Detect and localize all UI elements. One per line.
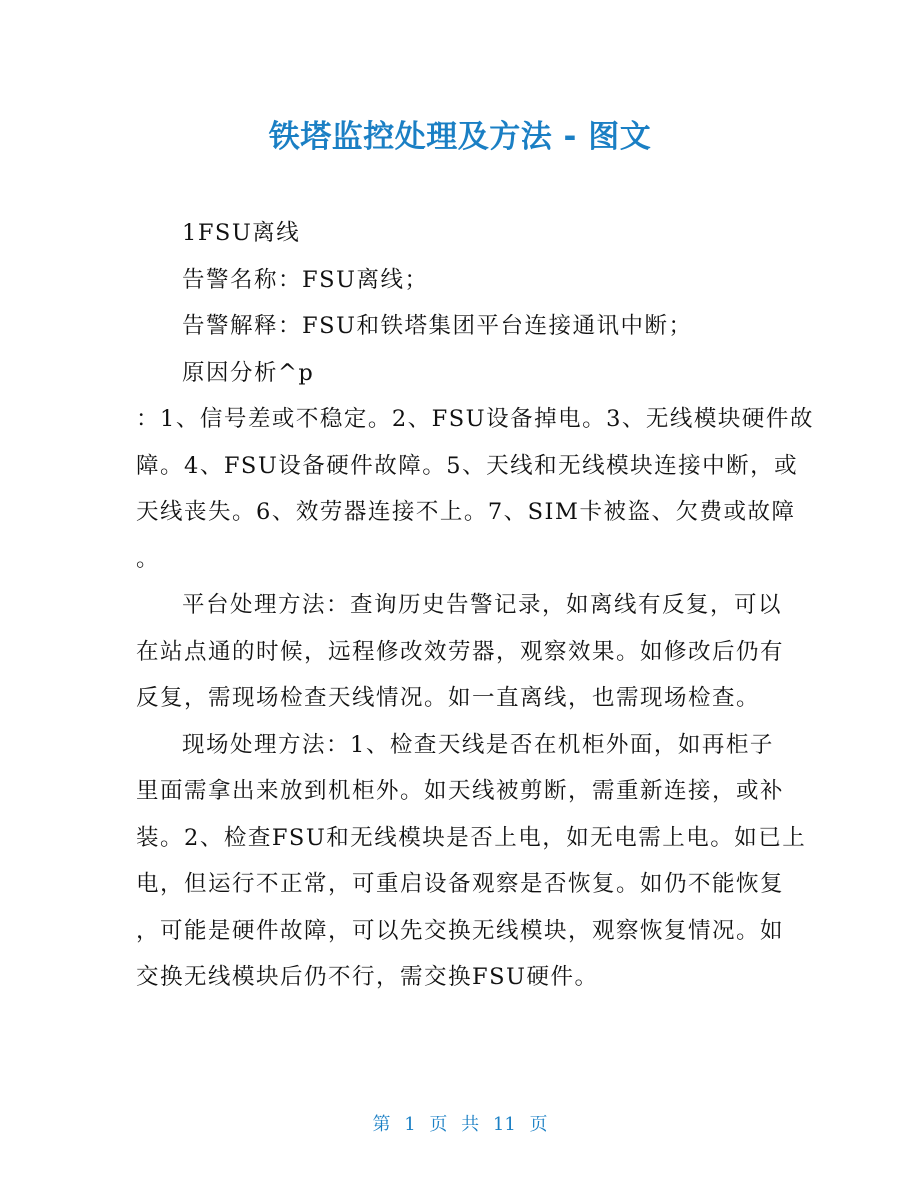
page-footer [0,1110,920,1140]
cause-analysis-line-4: 。 [136,545,161,572]
alarm-name-line: 告警名称：FSU离线； [182,266,429,293]
platform-method-line-1: 平台处理方法：查询历史告警记录，如离线有反复，可以 [182,592,783,618]
onsite-method-line-2: 里面需拿出来放到机柜外。如天线被剪断，需重新连接，或补 [136,778,785,804]
onsite-method-line-1: 现场处理方法：1、检查天线是否在机柜外面，如再柜子 [182,731,774,758]
footer-total-label: 共 [461,1114,480,1135]
footer-end-label: 页 [529,1114,548,1135]
alarm-explanation-line: 告警解释：FSU和铁塔集团平台连接通讯中断； [182,313,693,339]
footer-of-label: 页 [429,1114,448,1135]
onsite-method-line-4: 电，但运行不正常，可重启设备观察是否恢复。如仍不能恢复 [136,871,785,897]
heading-fsu-offline: 1FSU离线 [182,220,301,246]
platform-method-line-3: 反复，需现场检查天线情况。如一直离线，也需现场检查。 [136,685,761,711]
document-title: 铁塔监控处理及方法 - 图文 [268,119,652,155]
footer-current-page: 1 [404,1114,416,1135]
cause-analysis-label: 原因分析^p [182,359,315,386]
document-body [136,210,814,1001]
cause-analysis-line-1: ：1、信号差或不稳定。2、FSU设备掉电。3、无线模块硬件故 [136,406,814,432]
cause-analysis-line-3: 天线丧失。6、效劳器连接不上。7、SIM卡被盗、欠费或故障 [136,499,796,525]
onsite-method-line-6: 交换无线模块后仍不行，需交换FSU硬件。 [136,964,599,990]
footer-total-pages: 11 [492,1114,516,1135]
onsite-method-line-5: ，可能是硬件故障，可以先交换无线模块，观察恢复情况。如 [136,917,785,944]
cause-analysis-line-2: 障。4、FSU设备硬件故障。5、天线和无线模块连接中断，或 [136,452,799,479]
platform-method-line-2: 在站点通的时候，远程修改效劳器，观察效果。如修改后仍有 [136,638,785,665]
footer-page-label: 第 [372,1114,391,1135]
onsite-method-line-3: 装。2、检查FSU和无线模块是否上电，如无电需上电。如已上 [136,824,807,851]
